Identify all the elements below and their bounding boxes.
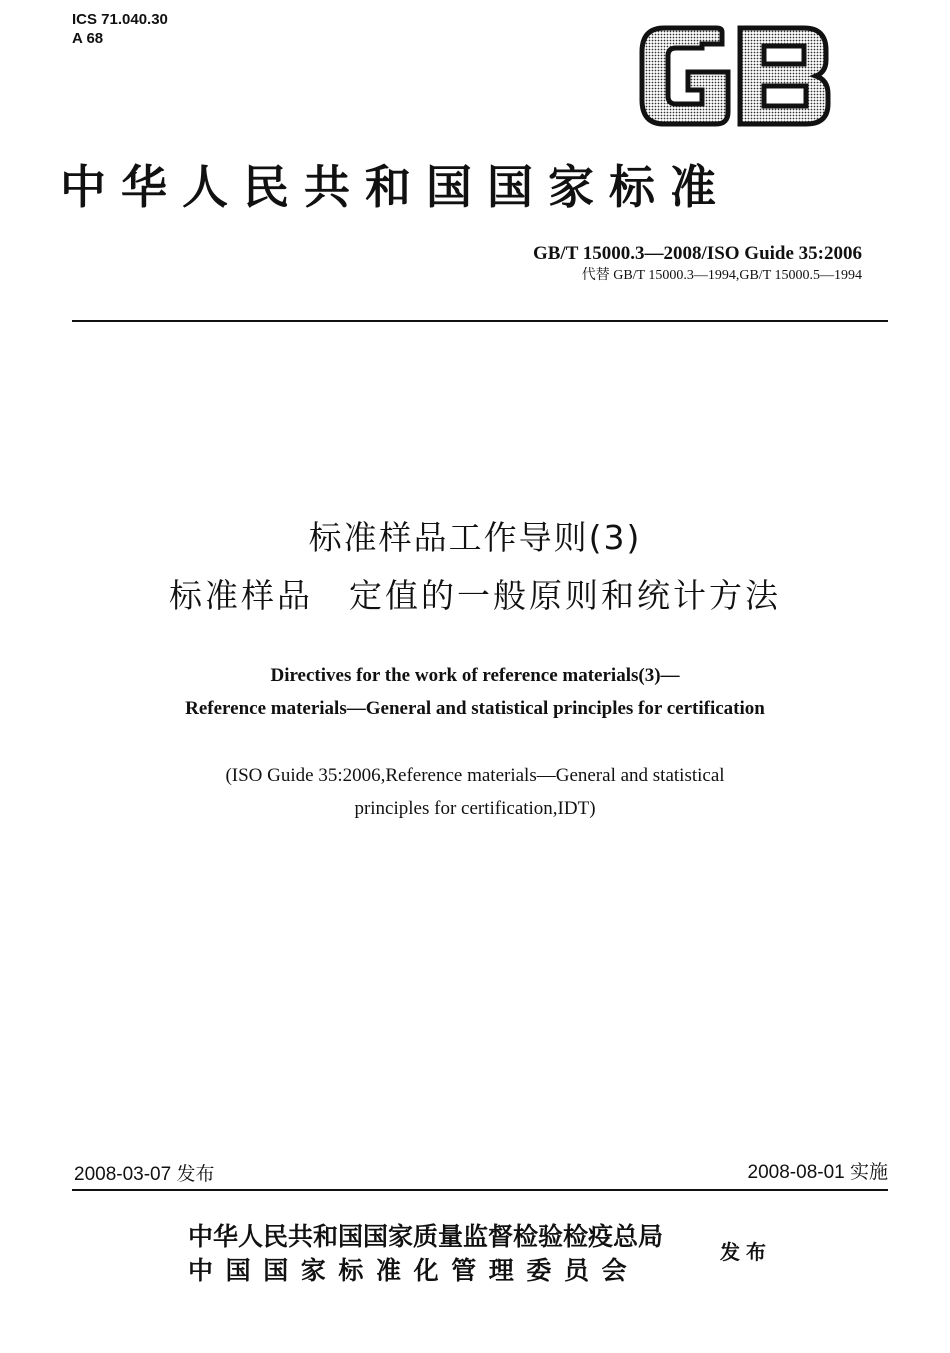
equivalence-note-line1: (ISO Guide 35:2006,Reference materials—General and statistical	[225, 765, 725, 786]
classification-codes	[72, 10, 168, 48]
gb-logo	[636, 24, 832, 128]
ics-code: ICS 71.040.30	[72, 11, 168, 28]
standard-number: GB/T 15000.3—2008/ISO Guide 35:2006	[532, 243, 862, 264]
title-cn-line1: 标准样品工作导则(3)	[308, 518, 642, 557]
footer-divider	[72, 1189, 888, 1191]
equivalence-note-line2: principles for certification,IDT)	[354, 798, 596, 819]
header-divider	[72, 320, 888, 322]
standard-category-title: 中华人民共和国国家标准	[60, 160, 731, 214]
issuer-sac: 中国国家标准化管理委员会	[188, 1256, 640, 1285]
issuer-aqsiq: 中华人民共和国国家质量监督检验检疫总局	[188, 1222, 664, 1251]
issue-date: 2008-03-07 发布	[74, 1164, 215, 1185]
ccs-code: A 68	[72, 30, 104, 47]
title-cn-line2: 标准样品 定值的一般原则和统计方法	[169, 576, 781, 615]
replaced-standards: 代替 GB/T 15000.3—1994,GB/T 15000.5—1994	[581, 268, 862, 283]
title-en-line2: Reference materials—General and statistical principles for certification	[185, 698, 765, 719]
publish-label: 发布	[720, 1240, 772, 1264]
title-en-line1: Directives for the work of reference materials(3)—	[270, 665, 680, 686]
implementation-date: 2008-08-01 实施	[747, 1162, 888, 1183]
